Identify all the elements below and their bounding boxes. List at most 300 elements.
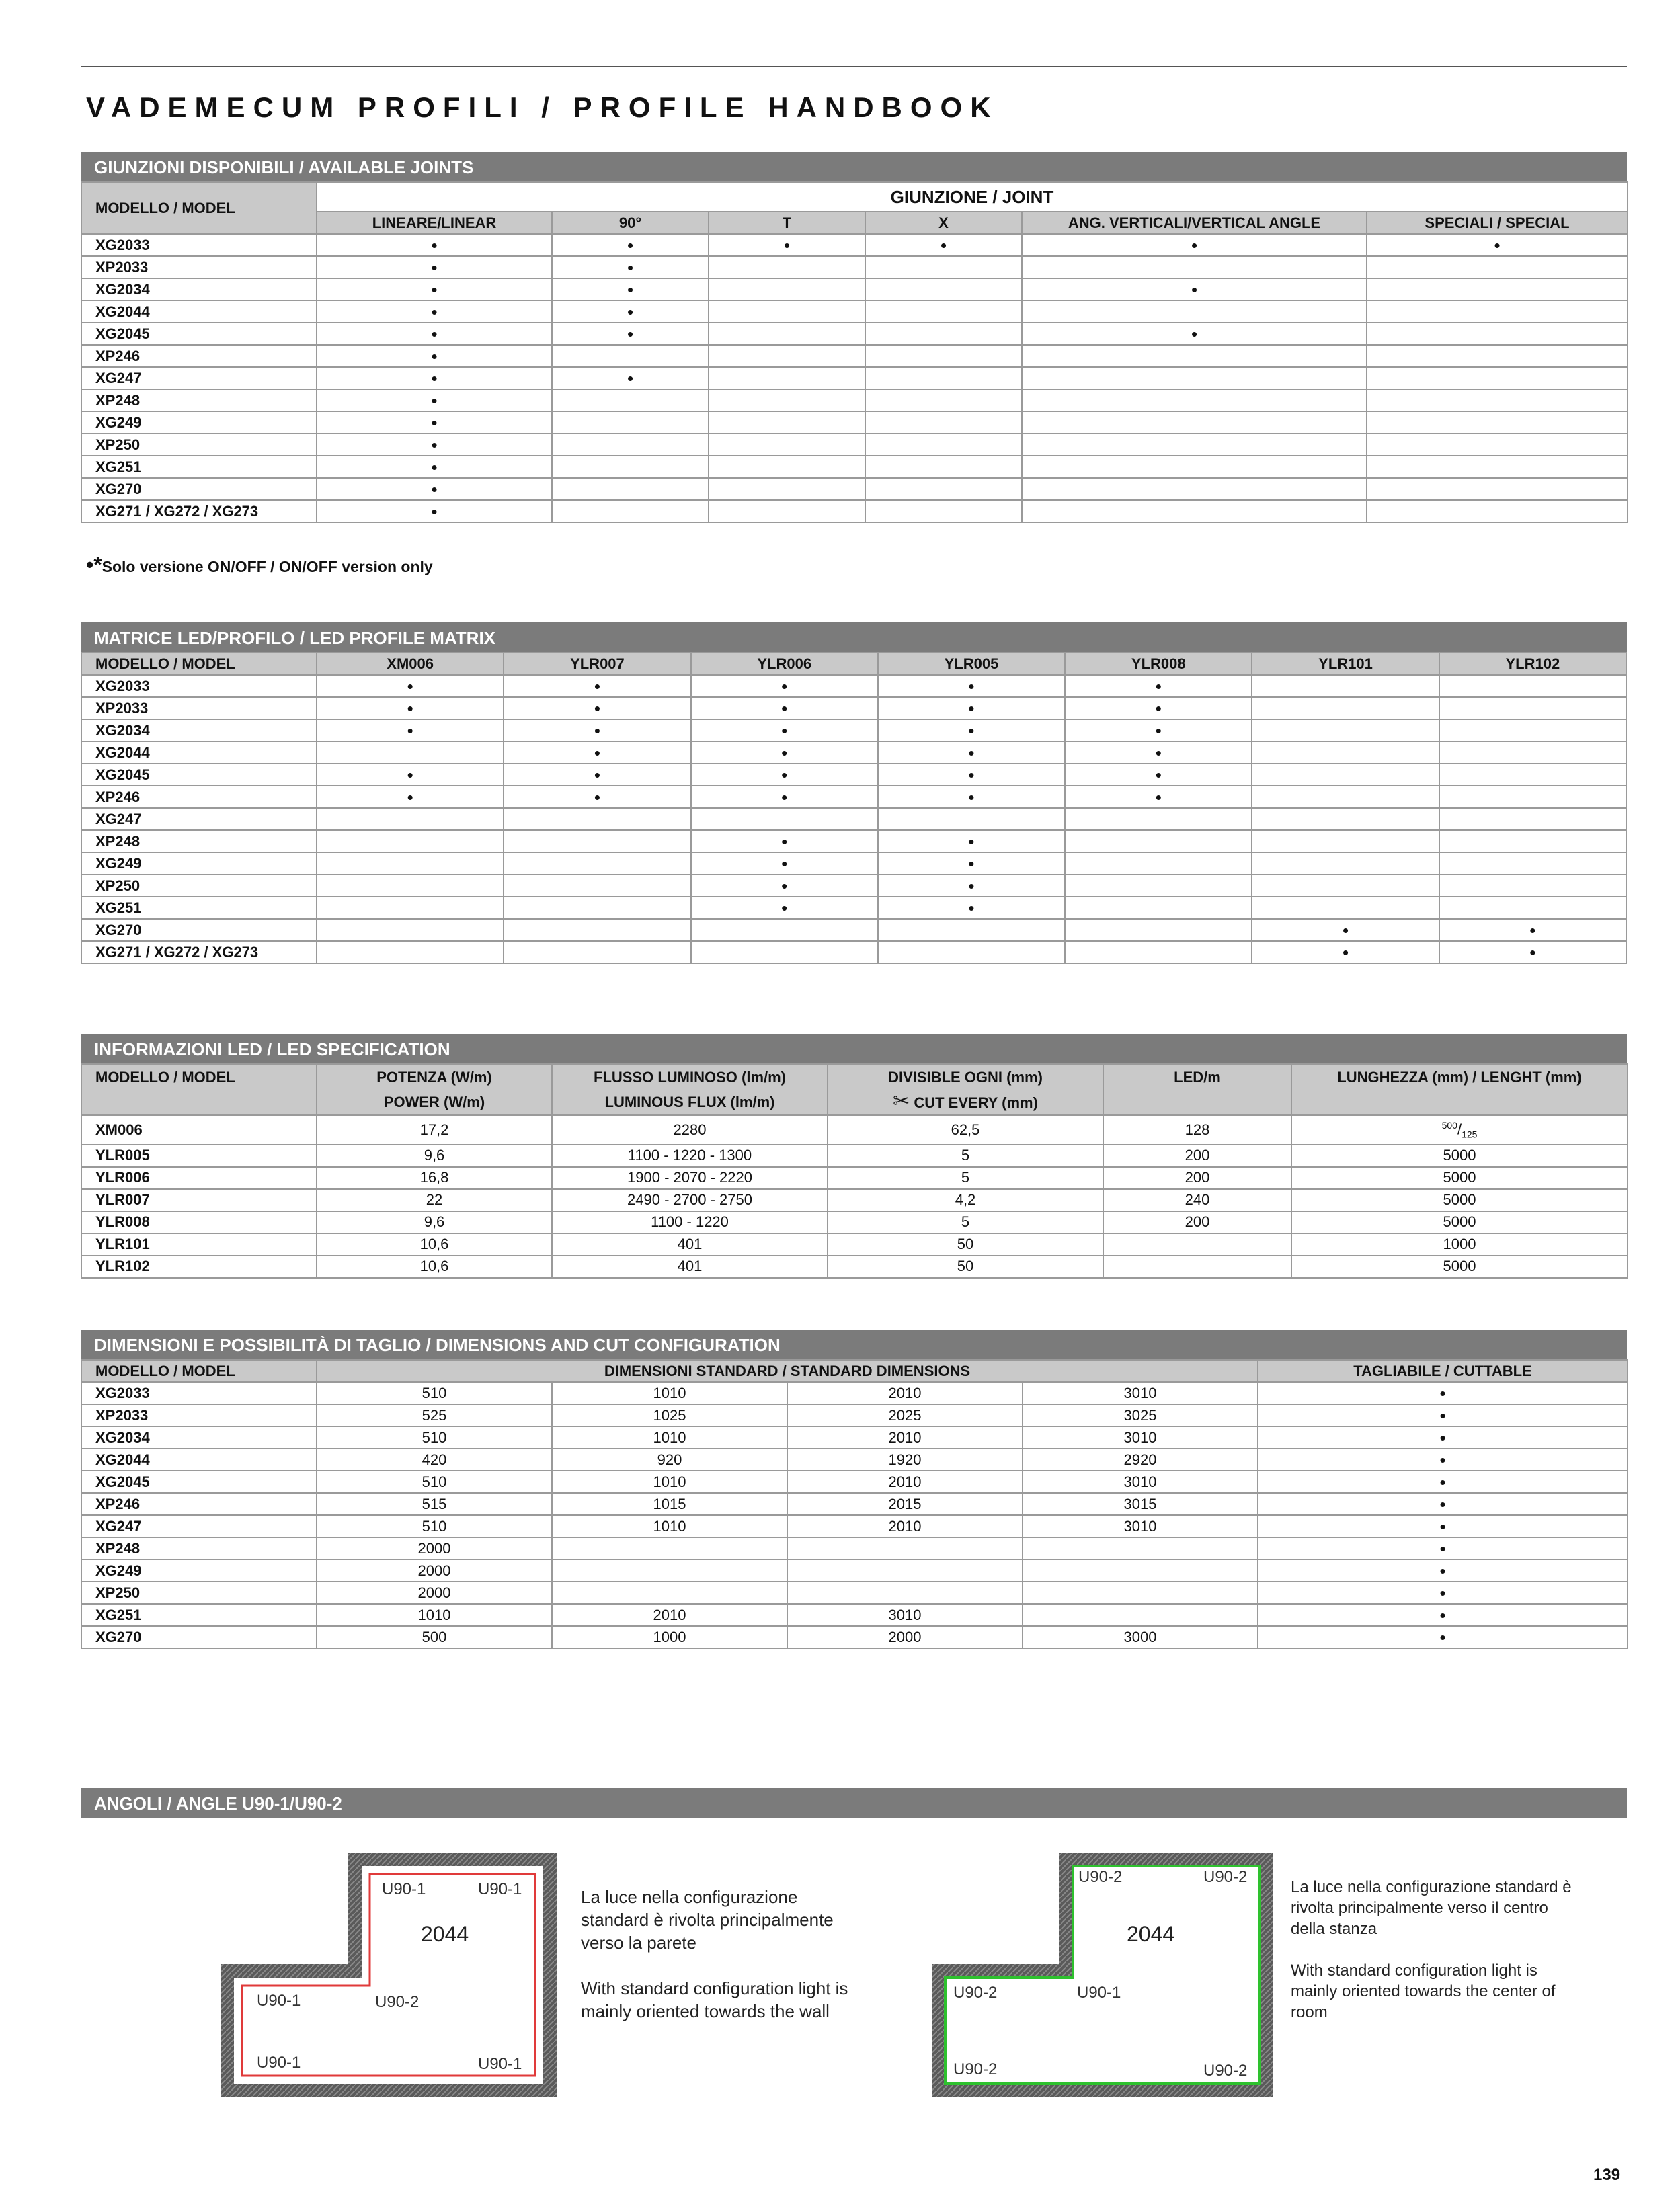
ledspec-row (81, 1115, 1628, 1145)
ledspec-cell (1103, 1256, 1291, 1278)
dims-cell: 515 (317, 1493, 552, 1515)
dims-cell: 3010 (787, 1604, 1023, 1626)
joints-col-header: T (709, 212, 865, 234)
matrix-cell: • (317, 675, 504, 697)
ledspec-cell: 50 (828, 1233, 1103, 1256)
top-rule (81, 66, 1627, 67)
dims-cell (1023, 1537, 1258, 1559)
matrix-row-model: XG270 (81, 919, 317, 941)
matrix-cell: • (878, 830, 1065, 852)
joints-cell (865, 323, 1022, 345)
joints-cell (709, 300, 865, 323)
matrix-cell (1439, 675, 1626, 697)
dims-cell: 1010 (552, 1426, 787, 1449)
joints-cell (552, 411, 709, 434)
ledspec-cell: 401 (552, 1256, 828, 1278)
d1-label-1: U90-1 (382, 1880, 426, 1898)
matrix-cell: • (691, 875, 878, 897)
joints-cell: • (317, 278, 552, 300)
dims-cell: 2010 (787, 1382, 1023, 1404)
matrix-row (81, 897, 1626, 919)
matrix-cell (1065, 897, 1252, 919)
matrix-cell (1065, 919, 1252, 941)
dims-row (81, 1582, 1628, 1604)
matrix-cell (1252, 875, 1439, 897)
joints-cell (1022, 367, 1367, 389)
ledspec-cell: 5 (828, 1167, 1103, 1189)
matrix-row (81, 741, 1626, 764)
joints-cell: • (317, 411, 552, 434)
joints-cell (1022, 478, 1367, 500)
dims-cell: 2000 (317, 1582, 552, 1604)
matrix-cell (878, 919, 1065, 941)
d1-label-2: U90-1 (478, 1880, 522, 1898)
ledspec-row-model: YLR006 (81, 1167, 317, 1189)
ledspec-cell: 9,6 (317, 1145, 552, 1167)
matrix-cell (504, 852, 690, 875)
joints-row-model: XP2033 (81, 256, 317, 278)
matrix-cell: • (691, 697, 878, 719)
joints-cell (709, 367, 865, 389)
ledspec-cell: 1100 - 1220 (552, 1211, 828, 1233)
dims-row (81, 1471, 1628, 1493)
dims-row (81, 1626, 1628, 1648)
dims-row-model: XP250 (81, 1582, 317, 1604)
joints-cell: • (1022, 234, 1367, 256)
ledspec-row (81, 1233, 1628, 1256)
joints-row-model: XG247 (81, 367, 317, 389)
matrix-cell: • (878, 697, 1065, 719)
ledspec-header-2: LUMINOUS FLUX (lm/m) (552, 1090, 828, 1115)
joints-cell (709, 323, 865, 345)
matrix-cell: • (878, 719, 1065, 741)
matrix-cell (317, 808, 504, 830)
joints-cell: • (317, 367, 552, 389)
matrix-cell: • (691, 675, 878, 697)
dims-cell: 3010 (1023, 1382, 1258, 1404)
joints-row (81, 256, 1628, 278)
dims-cell: 510 (317, 1382, 552, 1404)
angles-section (81, 1788, 1627, 1818)
matrix-cell: • (878, 875, 1065, 897)
matrix-section (81, 622, 1627, 964)
matrix-row-model: XG271 / XG272 / XG273 (81, 941, 317, 963)
joints-cell (1367, 256, 1628, 278)
ledspec-table (81, 1063, 1628, 1279)
joints-cell (865, 300, 1022, 323)
page-title: VADEMECUM PROFILI / PROFILE HANDBOOK (86, 91, 999, 123)
matrix-cell (1252, 675, 1439, 697)
matrix-cell: • (504, 764, 690, 786)
dims-row (81, 1559, 1628, 1582)
angles-section-title: ANGOLI / ANGLE U90-1/U90-2 (81, 1788, 1627, 1818)
ledspec-cell: 5000 (1291, 1167, 1628, 1189)
joints-cell (865, 456, 1022, 478)
joints-cell: • (865, 234, 1022, 256)
d1-center: 2044 (421, 1922, 469, 1946)
joints-cell (1367, 478, 1628, 500)
dims-cell (1023, 1559, 1258, 1582)
dims-row-model: XG249 (81, 1559, 317, 1582)
dims-cell: 3010 (1023, 1426, 1258, 1449)
matrix-cell (317, 741, 504, 764)
joints-row-model: XG270 (81, 478, 317, 500)
joints-cell (1367, 278, 1628, 300)
joints-cell: • (552, 300, 709, 323)
joints-cell (709, 389, 865, 411)
matrix-col-header: YLR006 (691, 653, 878, 675)
joints-row (81, 456, 1628, 478)
matrix-cell: • (691, 852, 878, 875)
matrix-cell: • (691, 719, 878, 741)
joints-cell (1367, 300, 1628, 323)
matrix-cell (691, 808, 878, 830)
dims-cell: 1015 (552, 1493, 787, 1515)
ledspec-cell: 17,2 (317, 1115, 552, 1145)
dims-cell: 510 (317, 1426, 552, 1449)
d2-label-6: U90-2 (1203, 2062, 1248, 2080)
ledspec-cell: 2280 (552, 1115, 828, 1145)
d1-label-3: U90-1 (257, 1992, 301, 2010)
ledspec-cell: 128 (1103, 1115, 1291, 1145)
matrix-col-header: YLR101 (1252, 653, 1439, 675)
dims-cell (787, 1582, 1023, 1604)
dims-cell: 2015 (787, 1493, 1023, 1515)
joints-row-model: XG2045 (81, 323, 317, 345)
matrix-cell (1439, 875, 1626, 897)
matrix-cell (1439, 897, 1626, 919)
matrix-cell (317, 830, 504, 852)
joints-cell (865, 256, 1022, 278)
matrix-cell (1252, 897, 1439, 919)
joints-cell: • (317, 456, 552, 478)
joints-cell (1367, 411, 1628, 434)
dims-row (81, 1537, 1628, 1559)
dims-cell: 2025 (787, 1404, 1023, 1426)
joints-cell (709, 278, 865, 300)
matrix-row (81, 808, 1626, 830)
joints-cell (552, 434, 709, 456)
ledspec-cell: 5000 (1291, 1189, 1628, 1211)
dims-cell: 1920 (787, 1449, 1023, 1471)
joints-cell: • (1367, 234, 1628, 256)
matrix-cell: • (1252, 919, 1439, 941)
dims-row-model: XG2045 (81, 1471, 317, 1493)
matrix-cell (1252, 852, 1439, 875)
angle-diagram-2 (932, 1849, 1273, 2097)
dims-row-model: XG270 (81, 1626, 317, 1648)
joints-cell (1022, 411, 1367, 434)
joints-cell (709, 345, 865, 367)
matrix-row-model: XG251 (81, 897, 317, 919)
matrix-cell (691, 919, 878, 941)
dims-cut-cell: • (1258, 1515, 1628, 1537)
matrix-cell: • (691, 897, 878, 919)
dims-row-model: XG251 (81, 1604, 317, 1626)
ledspec-section (81, 1034, 1627, 1279)
joints-cell (709, 478, 865, 500)
matrix-section-title: MATRICE LED/PROFILO / LED PROFILE MATRIX (81, 622, 1627, 652)
dims-cut-header: TAGLIABILE / CUTTABLE (1258, 1360, 1628, 1382)
matrix-cell: • (1252, 941, 1439, 963)
joints-cell (1367, 389, 1628, 411)
ledspec-cell: 240 (1103, 1189, 1291, 1211)
dims-row-model: XG2044 (81, 1449, 317, 1471)
dims-cell: 2010 (787, 1426, 1023, 1449)
joints-cell (1022, 434, 1367, 456)
matrix-cell: • (878, 852, 1065, 875)
joints-cell: • (552, 367, 709, 389)
matrix-cell (504, 808, 690, 830)
joints-row (81, 478, 1628, 500)
ledspec-row-model: YLR005 (81, 1145, 317, 1167)
ledspec-cell: 16,8 (317, 1167, 552, 1189)
ledspec-cell: 4,2 (828, 1189, 1103, 1211)
dims-cell: 2920 (1023, 1449, 1258, 1471)
matrix-col-header: YLR008 (1065, 653, 1252, 675)
matrix-row (81, 697, 1626, 719)
ledspec-cell: 9,6 (317, 1211, 552, 1233)
joints-row (81, 367, 1628, 389)
dims-cut-cell: • (1258, 1626, 1628, 1648)
joints-cell (709, 434, 865, 456)
matrix-cell (504, 919, 690, 941)
joints-cell (865, 500, 1022, 522)
joints-cell (1367, 434, 1628, 456)
joints-row-model: XP248 (81, 389, 317, 411)
ledspec-header-1: LED/m (1103, 1064, 1291, 1090)
angle-note-2-it: La luce nella configurazione standard è rivolta principalmente verso il centro della stanza (1291, 1878, 1572, 1938)
joints-row (81, 411, 1628, 434)
matrix-cell: • (691, 764, 878, 786)
joints-col-header: 90° (552, 212, 709, 234)
matrix-row (81, 919, 1626, 941)
joints-row (81, 234, 1628, 256)
dims-cut-cell: • (1258, 1471, 1628, 1493)
joints-cell (552, 478, 709, 500)
joints-cell (865, 478, 1022, 500)
matrix-cell: • (691, 786, 878, 808)
joints-cell: • (317, 434, 552, 456)
matrix-cell (504, 941, 690, 963)
ledspec-row (81, 1256, 1628, 1278)
joints-row (81, 500, 1628, 522)
matrix-cell: • (878, 675, 1065, 697)
joints-footnote (86, 553, 433, 577)
dims-cut-cell: • (1258, 1404, 1628, 1426)
d1-label-4: U90-2 (375, 1993, 419, 2011)
matrix-cell (1065, 808, 1252, 830)
joints-cell: • (552, 234, 709, 256)
ledspec-cell: 5 (828, 1145, 1103, 1167)
joints-cell: • (1022, 323, 1367, 345)
matrix-cell: • (1065, 697, 1252, 719)
ledspec-row-model: YLR007 (81, 1189, 317, 1211)
dims-cell: 510 (317, 1515, 552, 1537)
ledspec-cell: 200 (1103, 1211, 1291, 1233)
joints-cell (1022, 456, 1367, 478)
joints-cell (865, 411, 1022, 434)
dims-cell: 1025 (552, 1404, 787, 1426)
joints-cell: • (709, 234, 865, 256)
angle-note-1-it: La luce nella configurazione standard è rivolta principalmente verso la parete (581, 1887, 834, 1953)
joints-row-model: XG251 (81, 456, 317, 478)
dimensions-section (81, 1330, 1627, 1649)
matrix-cell: • (878, 741, 1065, 764)
matrix-cell: • (691, 830, 878, 852)
matrix-row (81, 764, 1626, 786)
joints-cell (1367, 323, 1628, 345)
joints-row-model: XP250 (81, 434, 317, 456)
matrix-cell (1439, 719, 1626, 741)
length-numerator: 500 (1441, 1120, 1457, 1131)
ledspec-cell (1103, 1233, 1291, 1256)
matrix-row (81, 675, 1626, 697)
matrix-cell (504, 897, 690, 919)
matrix-cell (317, 852, 504, 875)
dims-cell (787, 1537, 1023, 1559)
dims-row (81, 1404, 1628, 1426)
dims-cell: 2010 (552, 1604, 787, 1626)
matrix-cell (1252, 830, 1439, 852)
joints-cell (1022, 256, 1367, 278)
ledspec-row-model: YLR008 (81, 1211, 317, 1233)
dims-cell: 1000 (552, 1626, 787, 1648)
matrix-cell (1439, 830, 1626, 852)
joints-col-header: X (865, 212, 1022, 234)
joints-cell: • (317, 345, 552, 367)
joints-cell: • (317, 478, 552, 500)
joints-cell: • (552, 278, 709, 300)
dims-cell: 1010 (317, 1604, 552, 1626)
matrix-cell: • (1065, 719, 1252, 741)
joints-section-title: GIUNZIONI DISPONIBILI / AVAILABLE JOINTS (81, 152, 1627, 181)
joints-row-model: XG2034 (81, 278, 317, 300)
dims-cell: 1010 (552, 1382, 787, 1404)
d1-label-5: U90-1 (257, 2054, 301, 2072)
ledspec-row (81, 1189, 1628, 1211)
matrix-cell (691, 941, 878, 963)
joints-cell (1367, 456, 1628, 478)
matrix-cell (1439, 852, 1626, 875)
matrix-cell (1252, 697, 1439, 719)
ledspec-cell: 200 (1103, 1167, 1291, 1189)
dims-cell: 3010 (1023, 1515, 1258, 1537)
matrix-cell: • (504, 697, 690, 719)
dims-row-model: XP246 (81, 1493, 317, 1515)
dims-cut-cell: • (1258, 1426, 1628, 1449)
matrix-row-model: XG2045 (81, 764, 317, 786)
dims-row (81, 1426, 1628, 1449)
ledspec-header-1: DIVISIBLE OGNI (mm) (828, 1064, 1103, 1090)
dims-cell (787, 1559, 1023, 1582)
ledspec-header-1: FLUSSO LUMINOSO (lm/m) (552, 1064, 828, 1090)
matrix-cell: • (1065, 675, 1252, 697)
ledspec-row (81, 1145, 1628, 1167)
dims-cut-cell: • (1258, 1559, 1628, 1582)
dims-cell (552, 1537, 787, 1559)
dims-cell (552, 1559, 787, 1582)
matrix-cell (878, 808, 1065, 830)
dims-cut-cell: • (1258, 1582, 1628, 1604)
dims-standard-header: DIMENSIONI STANDARD / STANDARD DIMENSIONS (317, 1360, 1258, 1382)
joints-cell (1022, 345, 1367, 367)
matrix-cell: • (1065, 764, 1252, 786)
ledspec-header-1: LUNGHEZZA (mm) / LENGHT (mm) (1291, 1064, 1628, 1090)
joints-row (81, 389, 1628, 411)
dims-row (81, 1515, 1628, 1537)
dims-cut-cell: • (1258, 1449, 1628, 1471)
dims-row (81, 1449, 1628, 1471)
joints-cell: • (317, 300, 552, 323)
matrix-cell (1439, 764, 1626, 786)
joints-row-model: XG271 / XG272 / XG273 (81, 500, 317, 522)
angle-note-1-en: With standard configuration light is mainly oriented towards the wall (581, 1978, 848, 2021)
matrix-row (81, 786, 1626, 808)
matrix-cell: • (504, 786, 690, 808)
joints-cell (709, 500, 865, 522)
dims-row-model: XP248 (81, 1537, 317, 1559)
angle-note-2-en: With standard configuration light is mainly oriented towards the center of room (1291, 1961, 1556, 2021)
joints-cell (1022, 500, 1367, 522)
joints-row-model: XG2044 (81, 300, 317, 323)
matrix-cell (317, 875, 504, 897)
matrix-row-model: XP2033 (81, 697, 317, 719)
matrix-row-model: XP246 (81, 786, 317, 808)
ledspec-row (81, 1167, 1628, 1189)
ledspec-model-header-blank (81, 1090, 317, 1115)
joints-row-model: XG2033 (81, 234, 317, 256)
dims-cell: 920 (552, 1449, 787, 1471)
dimensions-section-title: DIMENSIONI E POSSIBILITÀ DI TAGLIO / DIMENSIONS AND CUT CONFIGURATION (81, 1330, 1627, 1359)
matrix-row (81, 941, 1626, 963)
dims-cell (1023, 1582, 1258, 1604)
dims-cell: 3015 (1023, 1493, 1258, 1515)
joints-col-header: ANG. VERTICALI/VERTICAL ANGLE (1022, 212, 1367, 234)
footnote-mark: •* (86, 553, 102, 577)
ledspec-row (81, 1211, 1628, 1233)
ledspec-cell: 5000 (1291, 1211, 1628, 1233)
matrix-cell (1439, 741, 1626, 764)
dims-cell: 510 (317, 1471, 552, 1493)
matrix-cell: • (317, 764, 504, 786)
matrix-row-model: XG247 (81, 808, 317, 830)
joints-cell (709, 456, 865, 478)
dims-row-model: XP2033 (81, 1404, 317, 1426)
footnote-text: Solo versione ON/OFF / ON/OFF version only (102, 558, 433, 575)
matrix-cell (1439, 808, 1626, 830)
matrix-cell (317, 941, 504, 963)
dims-row-model: XG2033 (81, 1382, 317, 1404)
joints-cell: • (317, 256, 552, 278)
joints-row-model: XP246 (81, 345, 317, 367)
matrix-row (81, 830, 1626, 852)
dims-row-model: XG2034 (81, 1426, 317, 1449)
matrix-model-header: MODELLO / MODEL (81, 653, 317, 675)
ledspec-cell: 22 (317, 1189, 552, 1211)
matrix-table (81, 652, 1627, 964)
joints-row (81, 300, 1628, 323)
matrix-cell (1065, 830, 1252, 852)
matrix-row-model: XG2034 (81, 719, 317, 741)
d2-center: 2044 (1127, 1922, 1175, 1946)
joints-col-header: SPECIALI / SPECIAL (1367, 212, 1628, 234)
matrix-cell (1252, 741, 1439, 764)
joints-cell: • (317, 323, 552, 345)
dims-cut-cell: • (1258, 1537, 1628, 1559)
matrix-cell (1252, 786, 1439, 808)
joints-cell (865, 278, 1022, 300)
